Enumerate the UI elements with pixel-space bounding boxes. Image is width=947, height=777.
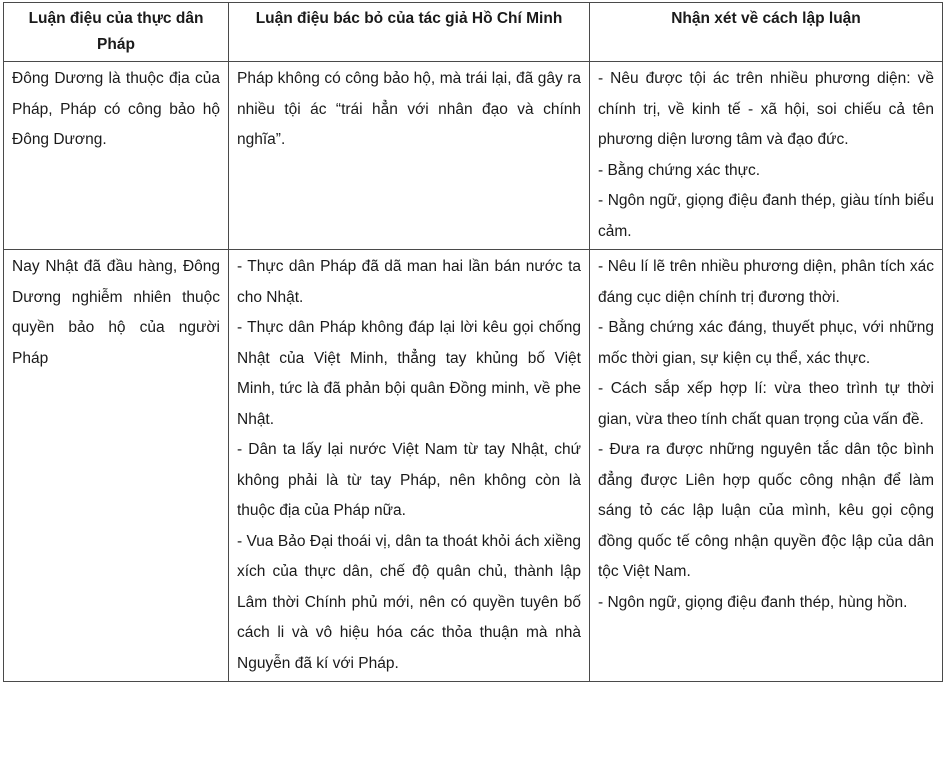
rebuttal-cell (229, 250, 590, 682)
claim-cell (4, 250, 229, 682)
claim-text: Đông Dương là thuộc địa của Pháp, Pháp có công bảo hộ Đông Dương. (12, 70, 220, 148)
comment-text: - Bằng chứng xác thực. (598, 161, 761, 179)
rebuttal-text: - Dân ta lấy lại nước Việt Nam từ tay Nhật, chứ không phải là từ tay Pháp, nên không còn là thuộc địa của Pháp nữa. (237, 441, 581, 519)
comments-cell (590, 62, 943, 250)
comments-cell (590, 250, 943, 682)
claim-cell (4, 62, 229, 250)
comment-text: - Ngôn ngữ, giọng điệu đanh thép, giàu tính biểu cảm. (598, 192, 934, 240)
table-header-row (4, 3, 943, 62)
argument-analysis-table (3, 2, 943, 682)
comment-text: - Ngôn ngữ, giọng điệu đanh thép, hùng hồn. (598, 593, 908, 611)
header-comments: Nhận xét về cách lập luận (590, 3, 943, 62)
comment-text: - Bằng chứng xác đáng, thuyết phục, với những mốc thời gian, sự kiện cụ thể, xác thực. (598, 319, 934, 367)
table-row (4, 250, 943, 682)
comment-text: - Nêu lí lẽ trên nhiều phương diện, phân tích xác đáng cục diện chính trị đương thời. (598, 258, 934, 306)
header-french-claim: Luận điệu của thực dân Pháp (4, 3, 229, 62)
claim-text: Nay Nhật đã đầu hàng, Đông Dương nghiễm nhiên thuộc quyền bảo hộ của người Pháp (12, 258, 220, 367)
rebuttal-text: Pháp không có công bảo hộ, mà trái lại, đã gây ra nhiều tội ác “trái hẳn với nhân đạo và chính nghĩa”. (237, 70, 581, 148)
comment-text: - Đưa ra được những nguyên tắc dân tộc bình đẳng được Liên hợp quốc công nhận để làm sáng tỏ các lập luận của mình, kêu gọi cộng đồng quốc tế công nhận quyền độc lập của dân tộc Việt Nam. (598, 441, 934, 580)
comment-text: - Nêu được tội ác trên nhiều phương diện: về chính trị, về kinh tế - xã hội, soi chiếu cả tên phương diện lương tâm và đạo đức. (598, 70, 934, 148)
rebuttal-text: - Thực dân Pháp đã dã man hai lần bán nước ta cho Nhật. (237, 258, 581, 306)
rebuttal-cell (229, 62, 590, 250)
comment-text: - Cách sắp xếp hợp lí: vừa theo trình tự thời gian, vừa theo tính chất quan trọng của vấn đề. (598, 380, 934, 428)
table-row (4, 62, 943, 250)
rebuttal-text: - Vua Bảo Đại thoái vị, dân ta thoát khỏi ách xiềng xích của thực dân, chế độ quân chủ, thành lập Lâm thời Chính phủ mới, nên có quyền tuyên bố cách li và vô hiệu hóa các thỏa thuận mà nhà Nguyễn đã kí với Pháp. (237, 532, 581, 672)
rebuttal-text: - Thực dân Pháp không đáp lại lời kêu gọi chống Nhật của Việt Minh, thẳng tay khủng bố Việt Minh, tức là đã phản bội quân Đồng minh, về phe Nhật. (237, 319, 581, 428)
header-rebuttal: Luận điệu bác bỏ của tác giả Hồ Chí Minh (229, 3, 590, 62)
